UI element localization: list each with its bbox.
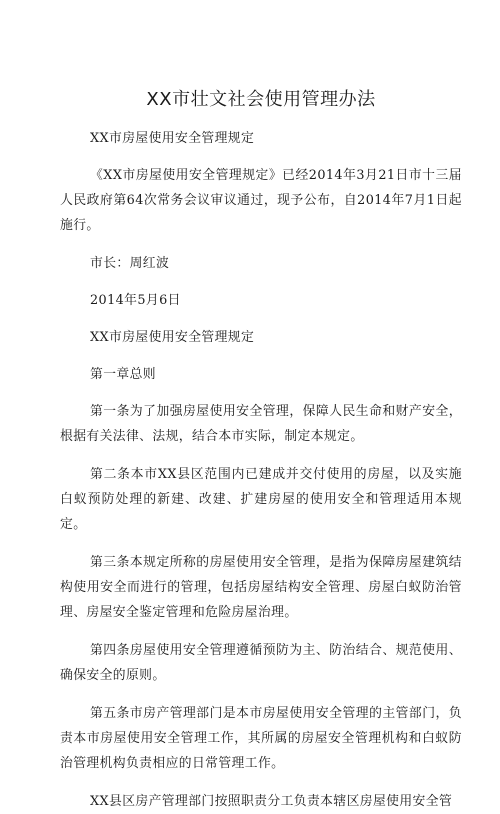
issue-date: 2014年5月6日	[90, 293, 181, 308]
document-title: XX市壮文社会使用管理办法	[146, 89, 376, 110]
regulation-name: XX市房屋使用安全管理规定	[90, 131, 255, 146]
mayor-signature-line: 市长：周红波	[90, 256, 170, 271]
announcement-paragraph: 《XX市房屋使用安全管理规定》已经2014年3月21日市十三届人民政府第64次常务会议审议通过，现予公布，自2014年7月1日起施行。	[60, 168, 462, 233]
article-5: 第五条市房产管理部门是本市房屋使用安全管理的主管部门，负责本市房屋使用安全管理工作，其所属的房屋安全管理机构和白蚁防治管理机构负责相应的日常管理工作。	[60, 706, 462, 771]
regulation-heading: XX市房屋使用安全管理规定	[90, 330, 255, 345]
article-4: 第四条房屋使用安全管理遵循预防为主、防治结合、规范使用、确保安全的原则。	[60, 643, 462, 683]
chapter-heading: 第一章总则	[90, 367, 156, 382]
article-1: 第一条为了加强房屋使用安全管理，保障人民生命和财产安全，根据有关法律、法规，结合本市实际，制定本规定。	[60, 404, 462, 444]
article-3: 第三条本规定所称的房屋使用安全管理，是指为保障房屋建筑结构使用安全而进行的管理，包括房屋结构安全管理、房屋白蚁防治管理、房屋安全鉴定管理和危险房屋治理。	[60, 555, 462, 620]
article-2: 第二条本市XX县区范围内已建成并交付使用的房屋，以及实施白蚁预防处理的新建、改建、扩建房屋的使用安全和管理适用本规定。	[60, 467, 462, 532]
article-5-continued: XX县区房产管理部门按照职责分工负责本辖区房屋使用安全管	[90, 794, 453, 809]
